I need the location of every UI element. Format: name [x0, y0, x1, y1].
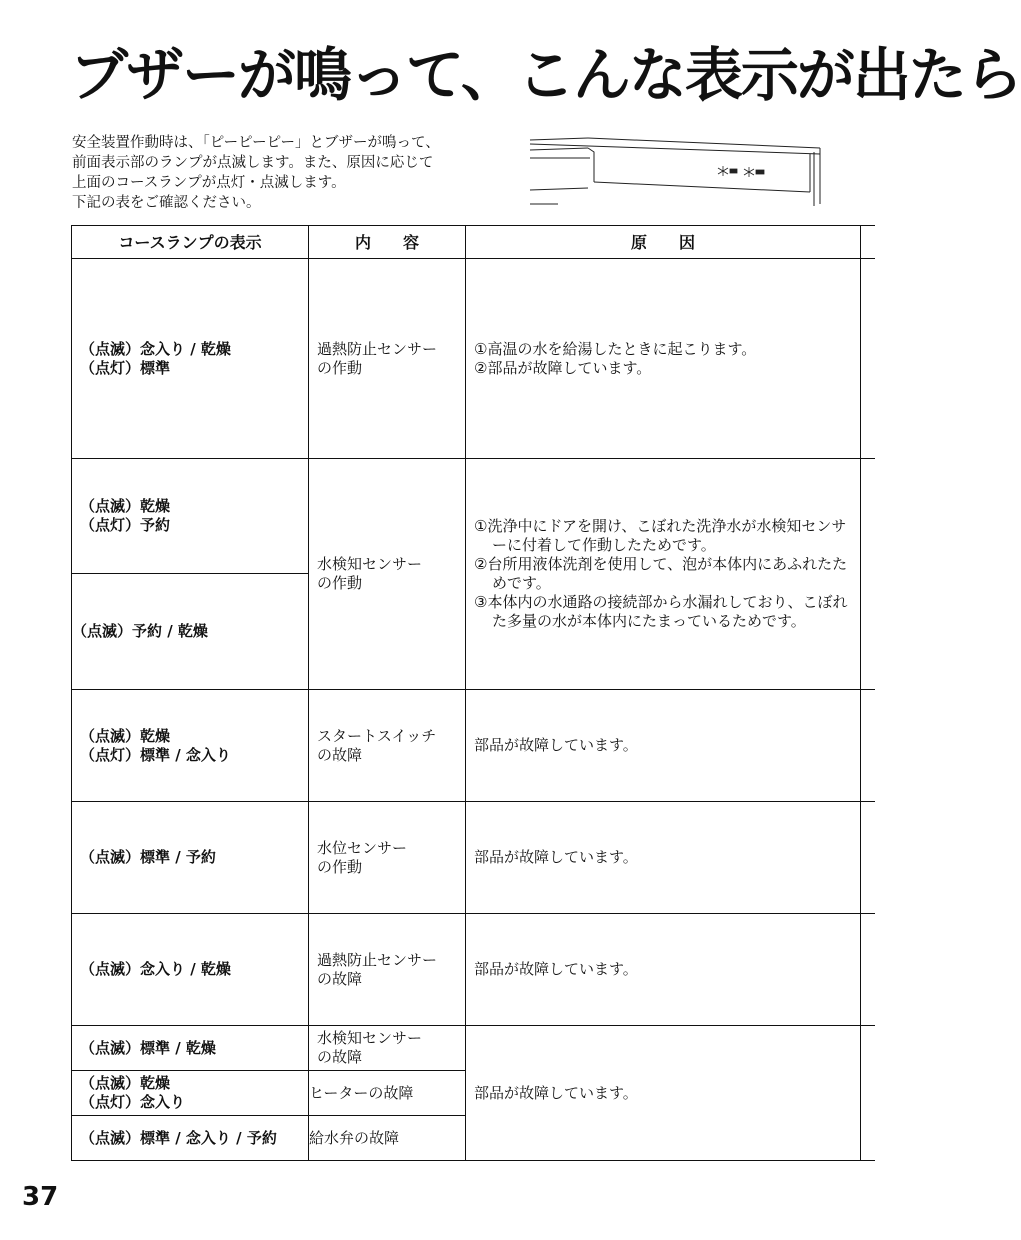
front-panel-illustration — [528, 132, 828, 212]
lamp-cell — [72, 459, 309, 574]
content-text: 水検知センサー — [317, 555, 423, 573]
content-text: 過熱防止センサー — [317, 950, 438, 969]
cause-cell: 部品が故障しています。 — [466, 1026, 861, 1161]
cause-item: ②台所用液体洗剤を使用して、泡が本体内にあふれたためです。 — [474, 555, 848, 592]
lamp-cell — [72, 1071, 309, 1116]
content-text: 水位センサー — [317, 838, 408, 857]
lamp-cell — [72, 1026, 309, 1071]
lamp-text: （点滅）標準 / 予約 — [80, 848, 216, 866]
content-cell — [309, 690, 466, 802]
lamp-text: （点滅）乾燥 — [80, 726, 171, 745]
lamp-cell — [72, 259, 309, 459]
header-content: 内 容 — [309, 226, 466, 259]
table-row — [72, 259, 875, 459]
lamp-text: （点灯）標準 / 念入り — [80, 745, 231, 764]
cause-item: ①洗浄中にドアを開け、こぼれた洗浄水が水検知センサーに付着して作動したためです。 — [474, 517, 847, 554]
table-row — [72, 914, 875, 1026]
intro-line: 安全装置作動時は、「ピーピーピー」とブザーが鳴って、 — [72, 135, 440, 151]
edge-cell — [861, 459, 875, 690]
lamp-cell — [72, 1116, 309, 1161]
table-row — [72, 690, 875, 802]
lamp-text: （点灯）念入り — [80, 1093, 186, 1111]
lamp-text: （点滅）予約 / 乾燥 — [72, 622, 208, 640]
content-cell — [309, 1026, 466, 1071]
content-cell: ヒーターの故障 — [309, 1071, 466, 1116]
content-cell — [309, 259, 466, 459]
cause-cell — [466, 259, 861, 459]
content-text: の故障 — [317, 745, 363, 764]
edge-cell — [861, 914, 875, 1026]
lamp-text: （点滅）念入り / 乾燥 — [80, 960, 231, 978]
lamp-text: （点滅）標準 / 念入り / 予約 — [80, 1128, 277, 1147]
lamp-text: （点滅）標準 / 乾燥 — [80, 1038, 216, 1057]
table-header-row — [72, 226, 875, 259]
blinking-lamp-icon — [744, 167, 764, 177]
lamp-cause-table — [71, 225, 875, 1161]
edge-cell — [861, 226, 875, 259]
content-text: の故障 — [317, 969, 363, 988]
cause-cell: 部品が故障しています。 — [466, 690, 861, 802]
content-cell: 給水弁の故障 — [309, 1116, 466, 1161]
content-text: の作動 — [317, 574, 363, 592]
header-lamp: コースランプの表示 — [72, 226, 309, 259]
intro-line: 下記の表をご確認ください。 — [72, 195, 261, 211]
edge-cell — [861, 690, 875, 802]
edge-cell — [861, 802, 875, 914]
cause-item: ②部品が故障しています。 — [474, 358, 652, 377]
cause-cell — [466, 459, 861, 690]
content-cell — [309, 802, 466, 914]
lamp-text: （点灯）標準 — [80, 358, 171, 377]
cause-item: ③本体内の水通路の接続部から水漏れしており、こぼれた多量の水が本体内にたまっているためです。 — [474, 593, 848, 630]
content-text: スタートスイッチ — [317, 726, 437, 745]
lamp-text: （点滅）乾燥 — [80, 1074, 171, 1092]
table-row — [72, 459, 875, 574]
content-text: 過熱防止センサー — [317, 339, 438, 358]
content-cell — [309, 459, 466, 690]
lamp-text: （点灯）予約 — [80, 516, 171, 534]
cause-item: ①高温の水を給湯したときに起こります。 — [474, 339, 757, 358]
content-text: 水検知センサー — [317, 1029, 423, 1047]
table-row — [72, 1026, 875, 1071]
lamp-text: （点滅）乾燥 — [80, 497, 171, 515]
page-title: ブザーが鳴って、こんな表示が出たら — [70, 41, 1021, 109]
cause-cell: 部品が故障しています。 — [466, 914, 861, 1026]
page-number: 37 — [22, 1182, 59, 1212]
intro-text — [72, 133, 512, 213]
lamp-cell — [72, 802, 309, 914]
lamp-text: （点滅）念入り / 乾燥 — [80, 339, 231, 358]
edge-cell — [861, 1026, 875, 1161]
lamp-cell — [72, 574, 309, 690]
header-cause: 原 因 — [466, 226, 861, 259]
intro-line: 上面のコースランプが点灯・点滅します。 — [72, 175, 346, 191]
content-cell — [309, 914, 466, 1026]
intro-line: 前面表示部のランプが点滅します。また、原因に応じて — [72, 155, 434, 171]
table-row — [72, 802, 875, 914]
edge-cell — [861, 259, 875, 459]
content-text: の作動 — [317, 358, 363, 377]
content-text: の故障 — [317, 1048, 363, 1066]
blinking-lamp-icon — [718, 166, 737, 176]
lamp-cell — [72, 914, 309, 1026]
content-text: の作動 — [317, 857, 363, 876]
cause-cell: 部品が故障しています。 — [466, 802, 861, 914]
lamp-cell — [72, 690, 309, 802]
